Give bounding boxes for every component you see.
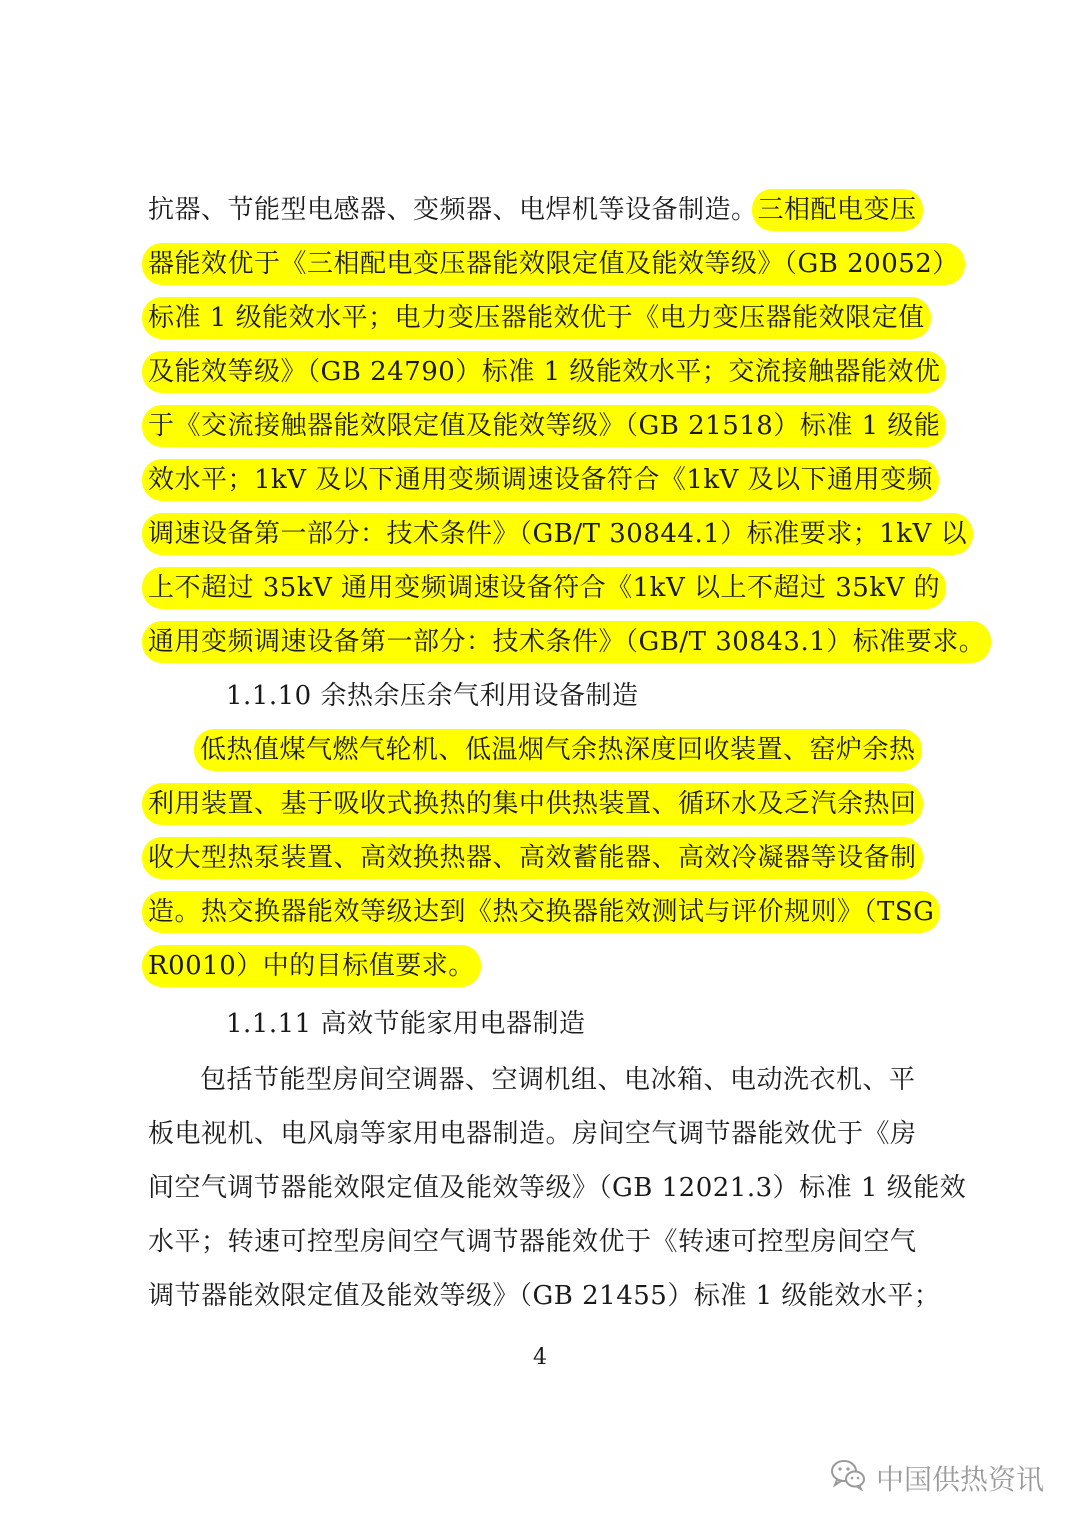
highlighted-segment: 三相配电变压 (757, 195, 917, 225)
text-line (148, 784, 917, 824)
text-line (148, 568, 940, 608)
highlighted-segment: 造。热交换器能效等级达到《热交换器能效测试与评价规则》（TSG (148, 897, 935, 927)
highlighted-segment: R0010）中的目标值要求。 (148, 951, 475, 981)
text-line (148, 892, 934, 932)
text-segment: 调节器能效限定值及能效等级》（GB 21455）标准 1 级能效水平； (148, 1281, 941, 1311)
text-segment: 1.1.11 高效节能家用电器制造 (226, 1009, 586, 1039)
wechat-icon (830, 1459, 866, 1498)
page-number: 4 (533, 1345, 547, 1370)
text-line (148, 1222, 917, 1262)
text-line (148, 352, 940, 392)
highlighted-segment: 收大型热泵装置、高效换热器、高效蓄能器、高效冷凝器等设备制 (148, 843, 917, 873)
highlighted-segment: 效水平；1kV 及以下通用变频调速设备符合《1kV 及以下通用变频 (148, 465, 934, 495)
highlighted-segment: 标准 1 级能效水平；电力变压器能效优于《电力变压器能效限定值 (148, 303, 925, 333)
text-segment: 间空气调节器能效限定值及能效等级》（GB 12021.3）标准 1 级能效 (148, 1173, 967, 1203)
highlighted-segment: 利用装置、基于吸收式换热的集中供热装置、循环水及乏汽余热回 (148, 789, 917, 819)
text-segment: 抗器、节能型电感器、变频器、电焊机等设备制造。 (148, 195, 758, 225)
highlighted-segment: 低热值煤气燃气轮机、低温烟气余热深度回收装置、窑炉余热 (200, 735, 916, 765)
text-line (148, 298, 925, 338)
text-segment: 水平；转速可控型房间空气调节器能效优于《转速可控型房间空气 (148, 1227, 917, 1257)
text-line (148, 946, 475, 986)
text-line (148, 1276, 940, 1316)
text-line (200, 730, 916, 770)
text-line (148, 514, 967, 554)
watermark-text: 中国供热资讯 (875, 1463, 1044, 1496)
text-line (148, 622, 985, 662)
watermark (830, 1458, 1044, 1498)
section-heading (226, 676, 638, 716)
text-line (148, 838, 917, 878)
text-segment: 1.1.10 余热余压余气利用设备制造 (226, 681, 639, 711)
text-line (148, 190, 917, 230)
highlighted-segment: 及能效等级》（GB 24790）标准 1 级能效水平；交流接触器能效优 (148, 357, 941, 387)
text-line (148, 406, 940, 446)
text-line (148, 1168, 966, 1208)
highlighted-segment: 通用变频调速设备第一部分：技术条件》（GB/T 30843.1）标准要求。 (148, 627, 986, 657)
text-line (148, 1114, 917, 1154)
text-segment: 板电视机、电风扇等家用电器制造。房间空气调节器能效优于《房 (148, 1119, 917, 1149)
text-line (200, 1060, 916, 1100)
text-segment: 包括节能型房间空调器、空调机组、电冰箱、电动洗衣机、平 (200, 1065, 916, 1095)
section-heading (226, 1004, 585, 1044)
highlighted-segment: 器能效优于《三相配电变压器能效限定值及能效等级》（GB 20052） (148, 249, 959, 279)
text-line (148, 244, 959, 284)
highlighted-segment: 调速设备第一部分：技术条件》（GB/T 30844.1）标准要求；1kV 以 (148, 519, 968, 549)
highlighted-segment: 上不超过 35kV 通用变频调速设备符合《1kV 以上不超过 35kV 的 (148, 573, 941, 603)
highlighted-segment: 于《交流接触器能效限定值及能效等级》（GB 21518）标准 1 级能 (148, 411, 941, 441)
text-line (148, 460, 933, 500)
